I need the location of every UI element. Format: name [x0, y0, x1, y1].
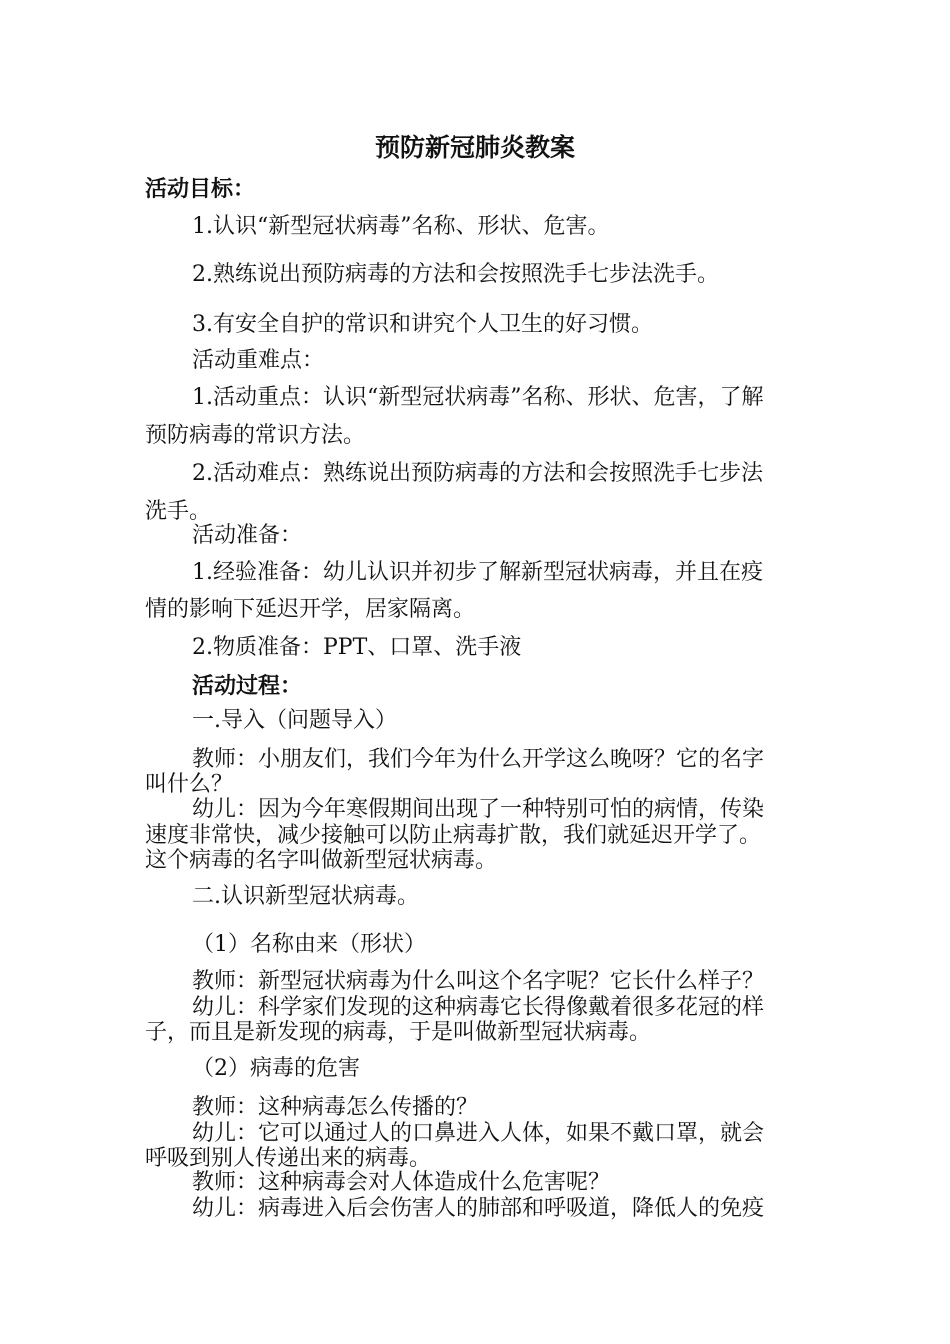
subsection-heading: 二.认识新型冠状病毒。 — [192, 884, 419, 909]
paragraph-line: 情的影响下延迟开学，居家隔离。 — [145, 597, 476, 622]
paragraph-line: 速度非常快，减少接触可以防止病毒扩散，我们就延迟开学了。 — [145, 823, 762, 848]
paragraph-line: 幼儿：因为今年寒假期间出现了一种特别可怕的病情，传染 — [192, 797, 765, 822]
paragraph-line: 幼儿：它可以通过人的口鼻进入人体，如果不戴口罩，就会 — [192, 1121, 765, 1146]
paragraph-line: 子，而且是新发现的病毒，于是叫做新型冠状病毒。 — [145, 1020, 652, 1045]
section-heading-goals: 活动目标： — [145, 176, 256, 202]
paragraph-line: 幼儿：病毒进入后会伤害人的肺部和呼吸道，降低人的免疫 — [192, 1196, 765, 1221]
section-heading-key-points: 活动重难点： — [192, 348, 325, 373]
subsection-heading: （1）名称由来（形状） — [192, 932, 426, 957]
paragraph-line: 2.活动难点：熟练说出预防病毒的方法和会按照洗手七步法 — [192, 461, 763, 486]
paragraph-line: 教师：这种病毒怎么传播的？ — [192, 1095, 479, 1120]
paragraph-line: 教师：这种病毒会对人体造成什么危害呢？ — [192, 1170, 611, 1195]
section-heading-preparation: 活动准备： — [192, 523, 303, 548]
paragraph-line: 洗手。 — [145, 499, 212, 524]
section-heading-process: 活动过程： — [192, 673, 303, 699]
goal-item-1: 1.认识“新型冠状病毒”名称、形状、危害。 — [192, 214, 610, 239]
paragraph-line: 1.活动重点：认识“新型冠状病毒”名称、形状、危害，了解 — [192, 385, 764, 410]
paragraph-line: 1.经验准备：幼儿认识并初步了解新型冠状病毒，并且在疫 — [192, 560, 763, 585]
goal-item-2: 2.熟练说出预防病毒的方法和会按照洗手七步法洗手。 — [192, 262, 719, 287]
paragraph-line: 预防病毒的常识方法。 — [145, 423, 366, 448]
document-title: 预防新冠肺炎教案 — [374, 133, 575, 162]
paragraph-line: 呼吸到别人传递出来的病毒。 — [145, 1146, 432, 1171]
paragraph-line: 教师：新型冠状病毒为什么叫这个名字呢？它长什么样子？ — [192, 969, 765, 994]
paragraph-line: 2.物质准备：PPT、口罩、洗手液 — [192, 635, 522, 660]
paragraph-line: 这个病毒的名字叫做新型冠状病毒。 — [145, 848, 498, 873]
subsection-heading: 一.导入（问题导入） — [192, 708, 397, 733]
subsection-heading: （2）病毒的危害 — [192, 1056, 360, 1081]
goal-item-3: 3.有安全自护的常识和讲究个人卫生的好习惯。 — [192, 312, 653, 337]
paragraph-line: 教师：小朋友们，我们今年为什么开学这么晚呀？它的名字 — [192, 747, 765, 772]
paragraph-line: 叫什么？ — [145, 772, 234, 797]
paragraph-line: 幼儿：科学家们发现的这种病毒它长得像戴着很多花冠的样 — [192, 995, 765, 1020]
